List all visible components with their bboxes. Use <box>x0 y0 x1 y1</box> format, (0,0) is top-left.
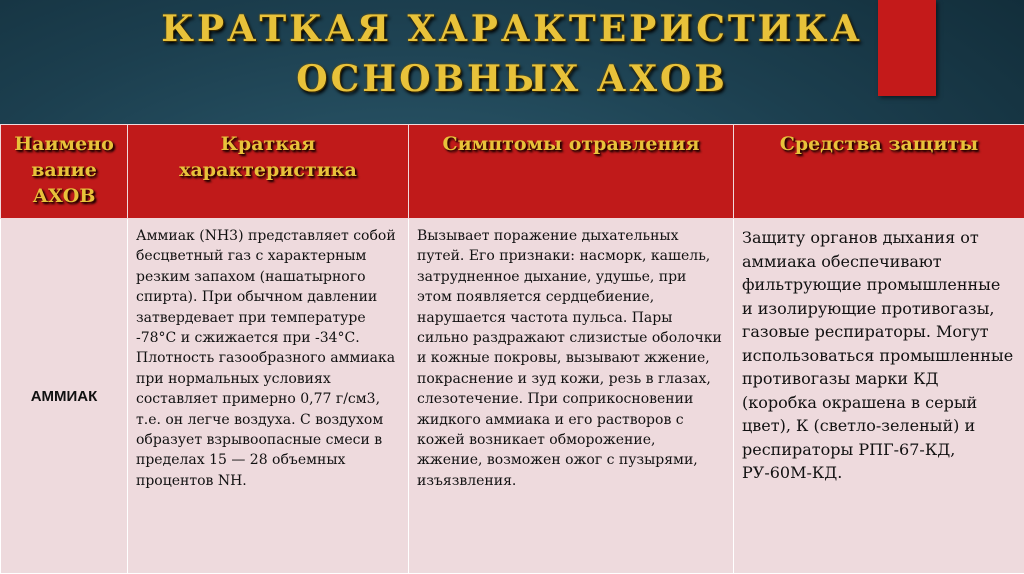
cell-protection: Защиту органов дыхания от аммиака обеспечивают фильтрующие промышленные и изолирующие противогазы, газовые респираторы. Могут использоваться промышленные противогазы марки КД (коробка окрашена в серый цвет), К (светло-зеленый) и респираторы РПГ-67-КД, РУ-60М-КД. <box>734 219 1024 574</box>
header-protection: Средства защиты <box>734 125 1024 219</box>
red-accent-bar <box>878 0 936 96</box>
header-characteristic: Краткая характеристика <box>128 125 409 219</box>
cell-characteristic: Аммиак (NH3) представляет собой бесцветный газ с характерным резким запахом (нашатырного спирта). При обычном давлении затвердевает при температуре -78°С и сжижается при -34°С. Плотность газообразного аммиака при нормальных условиях составляет примерно 0,77 г/см3, т.е. он легче воздуха. С воздухом образует взрывоопасные смеси в пределах 15 — 28 объемных процентов NH. <box>128 219 409 574</box>
header-name: Наимено вание АХОВ <box>1 125 128 219</box>
page-title-line-1: КРАТКАЯ ХАРАКТЕРИСТИКА <box>161 8 863 50</box>
ahov-table <box>0 124 1024 574</box>
cell-substance-name: АММИАК <box>1 219 128 574</box>
cell-symptoms: Вызывает поражение дыхательных путей. Его признаки: насморк, кашель, затрудненное дыхание, удушье, при этом появляется сердцебиение, нарушается частота пульса. Пары сильно раздражают слизистые оболочки и кожные покровы, вызывают жжение, покраснение и зуд кожи, резь в глазах, слезотечение. При соприкосновении жидкого аммиака и его растворов с кожей возникает обморожение, жжение, возможен ожог с пузырями, изъязвления. <box>409 219 734 574</box>
header-symptoms: Симптомы отравления <box>409 125 734 219</box>
table-header-row <box>1 125 1024 219</box>
title-area <box>0 0 1024 124</box>
page-title-line-2: ОСНОВНЫХ АХОВ <box>296 58 728 100</box>
table-row <box>1 219 1024 574</box>
